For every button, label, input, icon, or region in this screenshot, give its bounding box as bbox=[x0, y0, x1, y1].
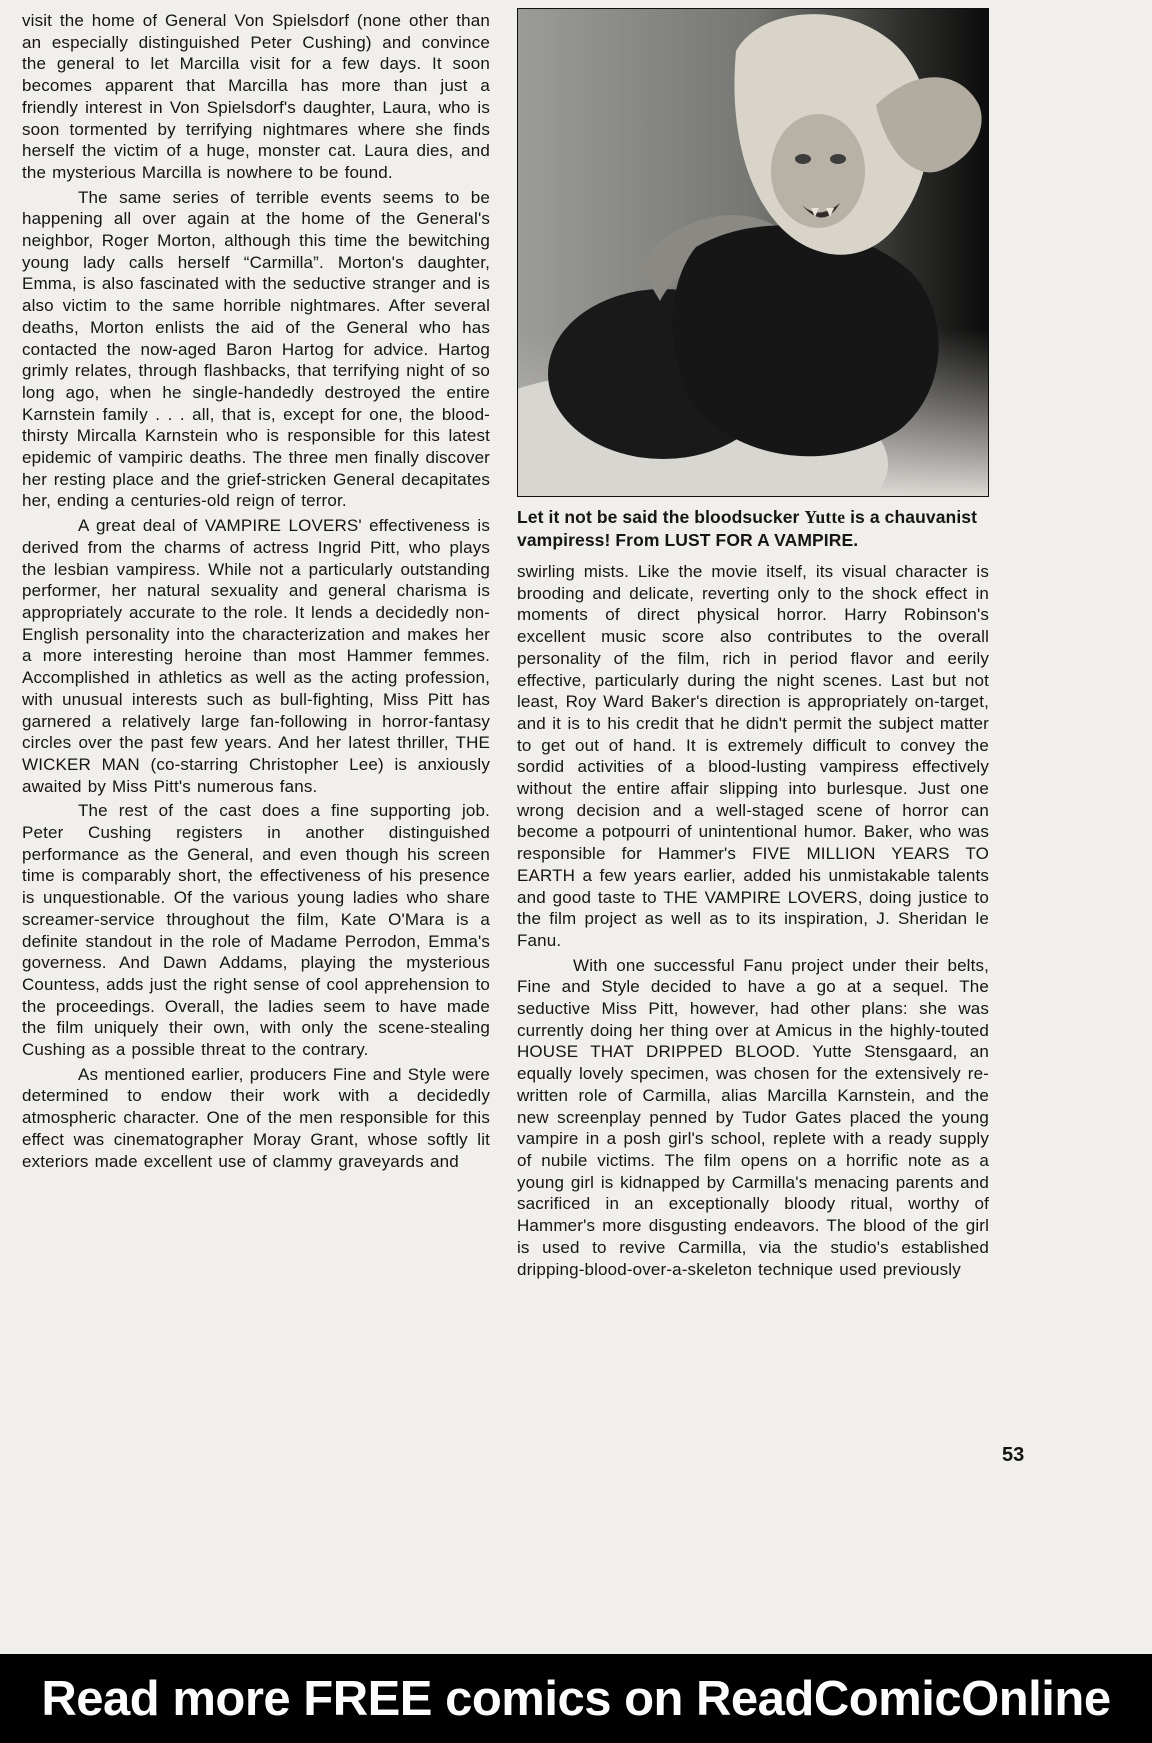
footer-text: Read more FREE comics on ReadComicOnline bbox=[41, 1671, 1111, 1726]
caption-name: Yutte bbox=[804, 507, 846, 527]
photo-illustration bbox=[518, 9, 989, 497]
vampire-photo bbox=[517, 8, 989, 497]
right-column bbox=[517, 8, 989, 1280]
caption-text: Let it not be said the bloodsucker bbox=[517, 507, 805, 527]
paragraph: swirling mists. Like the movie itself, its visual character is brooding and delicate, reverting only to the shock effect in moments of direct physical horror. Harry Robinson's excellent music score also contributes to the overall personality of the film, rich in period flavor and eerily effective, particularly during the night scenes. Last but not least, Roy Ward Baker's direction is appropriately on-target, and it is to his credit that he didn't permit the subject matter to get out of hand. It is extremely difficult to convey the sordid activities of a blood-lusting vampiress effectively without the entire affair slipping into burlesque. Just one wrong decision and a well-staged scene of horror can become a potpourri of unintentional humor. Baker, who was responsible for Hammer's FIVE MILLION YEARS TO EARTH a few years earlier, added his unmistakable talents and good taste to THE VAMPIRE LOVERS, doing justice to the film project as well as to its inspiration, J. Sheridan le Fanu. bbox=[517, 562, 989, 950]
paragraph: A great deal of VAMPIRE LOVERS' effectiveness is derived from the charms of actress Ingrid Pitt, who plays the lesbian vampiress. While not a particularly outstanding performer, her natural sexuality and general charisma is appropriately accurate to the role. It lends a decidedly non-English personality into the characterization and makes her a more interesting heroine than most Hammer femmes. Accomplished in athletics as well as the acting profession, with unusual interests such as bull-fighting, Miss Pitt has garnered a relatively large fan-following in horror-fantasy circles over the past few years. And her latest thriller, THE WICKER MAN (co-starring Christopher Lee) is anxiously awaited by Miss Pitt's numerous fans. bbox=[22, 516, 490, 796]
paragraph: As mentioned earlier, producers Fine and Style were determined to endow their work with a decidedly atmospheric character. One of the men responsible for this effect was cinematographer Moray Grant, whose softly lit exteriors made excellent use of clammy graveyards and bbox=[22, 1064, 490, 1171]
photo-caption bbox=[517, 506, 989, 551]
paragraph: The rest of the cast does a fine supporting job. Peter Cushing registers in another distinguished performance as the General, and even though his screen time is comparably short, the effectiveness of his presence is unquestionable. Of the various young ladies who share screamer-service throughout the film, Kate O'Mara is a definite standout in the role of Madame Perrodon, Emma's governess. And Dawn Addams, playing the mysterious Countess, adds just the right sense of cool apprehension to the proceedings. Overall, the ladies seem to have made the film uniquely their own, with only the scene-stealing Cushing as a possible threat to the contrary. bbox=[22, 801, 490, 1060]
paragraph: The same series of terrible events seems to be happening all over again at the home of the General's neighbor, Roger Morton, although this time the bewitching young lady calls herself “Carmilla”. Morton's daughter, Emma, is also fascinated with the seductive stranger and is also victim to the same horrible nightmares. After several deaths, Morton enlists the aid of the General who has contacted the now-aged Baron Hartog for advice. Hartog grimly relates, through flashbacks, that terrifying night of so long ago, when he single-handedly destroyed the entire Karnstein family . . . all, that is, except for one, the blood-thirsty Mircalla Karnstein who is responsible for this latest epidemic of vampiric deaths. The three men finally discover her resting place and the grief-stricken General decapitates her, ending a centuries-old reign of terror. bbox=[22, 187, 490, 511]
caption-text: is a chauvanist vampiress! From LUST FOR A VAMPIRE. bbox=[517, 507, 978, 550]
footer-banner bbox=[0, 1654, 1152, 1743]
paragraph: visit the home of General Von Spielsdorf (none other than an especially distinguished Peter Cushing) and convince the general to let Marcilla visit for a few days. It soon becomes apparent that Marcilla has more than just a friendly interest in Von Spielsdorf's daughter, Laura, who is soon tormented by terrifying nightmares where she finds herself the victim of a huge, monster cat. Laura dies, and the mysterious Marcilla is nowhere to be found. bbox=[22, 11, 490, 182]
photo-figure bbox=[517, 8, 989, 551]
left-column bbox=[22, 10, 490, 1172]
page-number: 53 bbox=[1002, 1444, 1025, 1466]
paragraph: With one successful Fanu project under their belts, Fine and Style decided to have a go at a sequel. The seductive Miss Pitt, however, had other plans: she was currently doing her thing over at Amicus in the highly-touted HOUSE THAT DRIPPED BLOOD. Yutte Stensgaard, an equally lovely specimen, was chosen for the extensively re-written role of Carmilla, alias Marcilla Karnstein, and the new screenplay penned by Tudor Gates placed the young vampire in a posh girl's school, replete with a ready supply of nubile victims. The film opens on a horrific note as a young girl is kidnapped by Carmilla's menacing parents and sacrificed in an exceptionally bloody ritual, worthy of Hammer's more disgusting endeavors. The blood of the girl is used to revive Carmilla, via the studio's established dripping-blood-over-a-skeleton technique used previously bbox=[517, 955, 989, 1279]
